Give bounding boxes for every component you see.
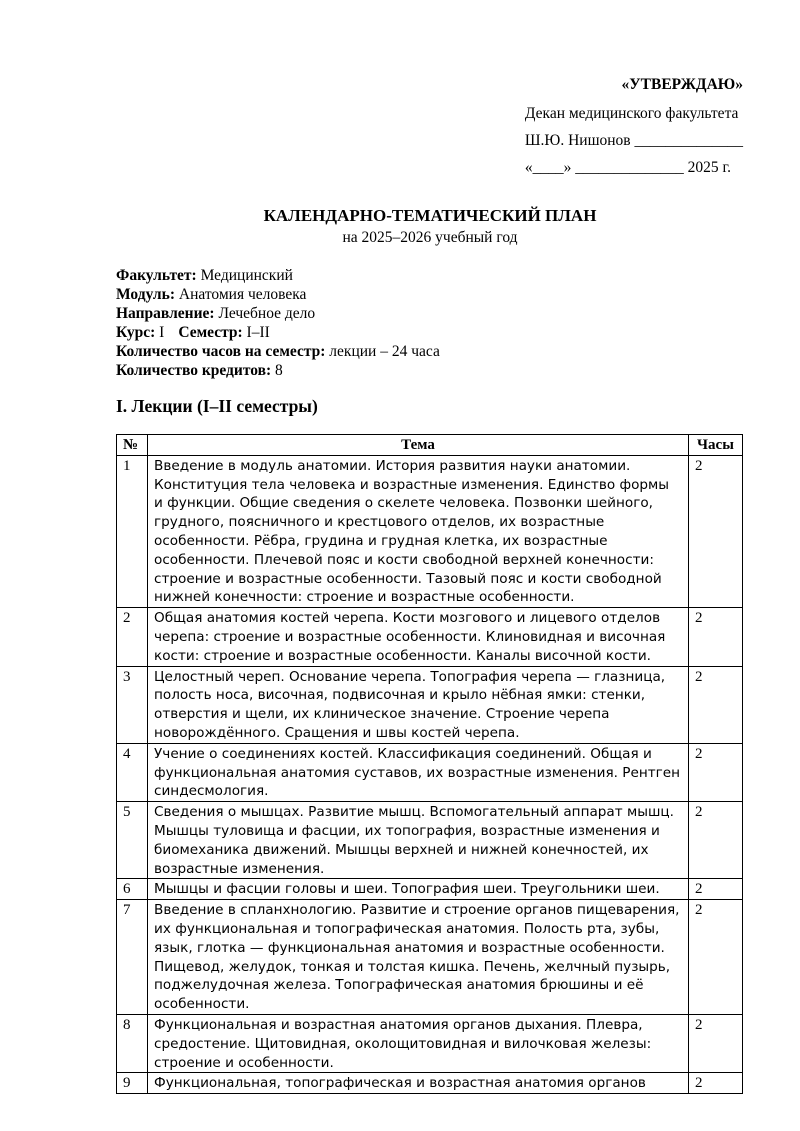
lectures-table bbox=[116, 434, 743, 1094]
semester-label: Семестр: bbox=[178, 324, 243, 341]
hours-label: Количество часов на семестр: bbox=[116, 343, 326, 360]
row-topic: Введение в спланхнологию. Развитие и строение органов пищеварения, их функциональная и топографическая анатомия. Полость рта, зубы, язык, глотка — функциональная анатомия и возрастные особенности. Пищевод, желудок, тонкая и толстая кишка. Печень, желчный пузырь, поджелудочная железа. Топографическая анатомия брюшины и её особенности. bbox=[148, 900, 689, 1015]
row-topic: Сведения о мышцах. Развитие мышц. Вспомогательный аппарат мышц. Мышцы туловища и фасции, их топография, возрастные изменения и биомеханика движений. Мышцы верхней и нижней конечностей, их возрастные изменения. bbox=[148, 802, 689, 879]
table-row bbox=[117, 1073, 743, 1094]
row-hours: 2 bbox=[689, 666, 743, 743]
table-body bbox=[117, 455, 743, 1093]
table-row bbox=[117, 802, 743, 879]
row-hours: 2 bbox=[689, 1073, 743, 1094]
semester-value: I–II bbox=[242, 324, 270, 341]
row-hours: 2 bbox=[689, 455, 743, 607]
header-num: № bbox=[117, 435, 148, 456]
table-row bbox=[117, 900, 743, 1015]
info-module bbox=[116, 285, 440, 304]
document-title: КАЛЕНДАРНО-ТЕМАТИЧЕСКИЙ ПЛАН bbox=[263, 206, 597, 225]
info-credits bbox=[116, 361, 440, 380]
module-label: Модуль: bbox=[116, 286, 175, 303]
info-faculty bbox=[116, 266, 440, 285]
document-subtitle: на 2025–2026 учебный год bbox=[342, 229, 518, 246]
module-value: Анатомия человека bbox=[175, 286, 307, 303]
info-direction bbox=[116, 304, 440, 323]
course-label: Курс: bbox=[116, 324, 156, 341]
row-topic: Общая анатомия костей черепа. Кости мозгового и лицевого отделов черепа: строение и возрастные особенности. Клиновидная и височная кости: строение и возрастные особенности. Каналы височной кости. bbox=[148, 608, 689, 666]
row-num: 4 bbox=[117, 743, 148, 801]
approval-title: «УТВЕРЖДАЮ» bbox=[621, 76, 743, 93]
row-topic: Функциональная, топографическая и возрастная анатомия органов bbox=[148, 1073, 689, 1094]
row-num: 3 bbox=[117, 666, 148, 743]
direction-value: Лечебное дело bbox=[214, 305, 316, 322]
table-row bbox=[117, 879, 743, 900]
table-row bbox=[117, 1014, 743, 1072]
row-hours: 2 bbox=[689, 879, 743, 900]
table-row bbox=[117, 666, 743, 743]
info-block bbox=[116, 266, 440, 380]
section-title: I. Лекции (I–II семестры) bbox=[116, 396, 318, 416]
row-num: 2 bbox=[117, 608, 148, 666]
course-value: I bbox=[155, 324, 165, 341]
table-row bbox=[117, 455, 743, 607]
row-topic: Функциональная и возрастная анатомия органов дыхания. Плевра, средостение. Щитовидная, околощитовидная и вилочковая железы: строение и особенности. bbox=[148, 1014, 689, 1072]
approval-signer: Ш.Ю. Нишонов ______________ bbox=[524, 132, 743, 149]
hours-value: лекции – 24 часа bbox=[325, 343, 440, 360]
row-topic: Введение в модуль анатомии. История развития науки анатомии. Конституция тела человека и возрастные изменения. Единство формы и функции. Общие сведения о скелете человека. Позвонки шейного, грудного, поясничного и крестцового отделов, их возрастные особенности. Рёбра, грудина и грудная клетка, их возрастные особенности. Плечевой пояс и кости свободной верхней конечности: строение и возрастные особенности. Тазовый пояс и кости свободной нижней конечности: строение и возрастные особенности. bbox=[148, 455, 689, 607]
row-hours: 2 bbox=[689, 900, 743, 1015]
approval-date: «____» ______________ 2025 г. bbox=[524, 159, 731, 176]
row-num: 6 bbox=[117, 879, 148, 900]
table-row bbox=[117, 743, 743, 801]
row-hours: 2 bbox=[689, 1014, 743, 1072]
faculty-label: Факультет: bbox=[116, 267, 197, 284]
faculty-value: Медицинский bbox=[196, 267, 293, 284]
row-num: 5 bbox=[117, 802, 148, 879]
approval-block bbox=[525, 76, 743, 185]
row-num: 8 bbox=[117, 1014, 148, 1072]
approval-position: Декан медицинского факультета bbox=[524, 105, 739, 122]
row-hours: 2 bbox=[689, 608, 743, 666]
row-num: 9 bbox=[117, 1073, 148, 1094]
table-row bbox=[117, 608, 743, 666]
row-topic: Мышцы и фасции головы и шеи. Топография шеи. Треугольники шеи. bbox=[148, 879, 689, 900]
row-hours: 2 bbox=[689, 743, 743, 801]
direction-label: Направление: bbox=[116, 305, 215, 322]
row-topic: Учение о соединениях костей. Классификация соединений. Общая и функциональная анатомия суставов, их возрастные изменения. Рентген синдесмология. bbox=[148, 743, 689, 801]
table-header-row bbox=[117, 435, 743, 456]
info-hours bbox=[116, 342, 440, 361]
header-topic: Тема bbox=[148, 435, 689, 456]
row-num: 7 bbox=[117, 900, 148, 1015]
row-num: 1 bbox=[117, 455, 148, 607]
row-hours: 2 bbox=[689, 802, 743, 879]
info-course bbox=[116, 323, 440, 342]
row-topic: Целостный череп. Основание черепа. Топография черепа — глазница, полость носа, височная, подвисочная и крыло нёбная ямки: стенки, отверстия и щели, их клиническое значение. Строение черепа новорождённого. Сращения и швы костей черепа. bbox=[148, 666, 689, 743]
credits-label: Количество кредитов: bbox=[116, 362, 272, 379]
header-hours: Часы bbox=[689, 435, 743, 456]
credits-value: 8 bbox=[271, 362, 283, 379]
